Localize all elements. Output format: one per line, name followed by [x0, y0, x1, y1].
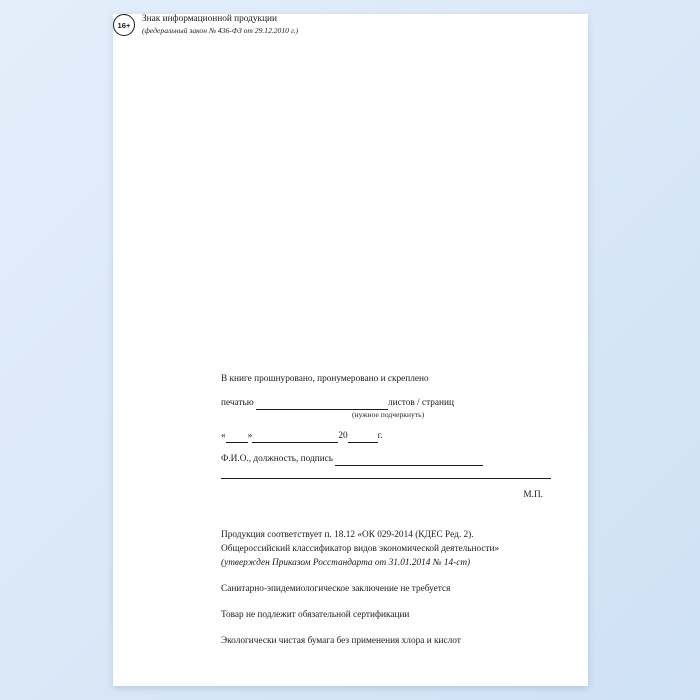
year-blank[interactable] — [348, 433, 378, 443]
sewing-statement-block — [221, 372, 551, 502]
info-mark-block — [113, 14, 588, 36]
sewing-statement-line1: В книге прошнуровано, пронумеровано и скреплено — [221, 374, 429, 384]
signature-line — [221, 452, 551, 466]
age-rating-badge: 16+ — [113, 14, 135, 36]
date-quote-open: « — [221, 431, 226, 441]
legal-line-4: Санитарно-эпидемиологическое заключение не требуется — [221, 584, 451, 594]
legal-line-2: Общероссийский классификатор видов экономической деятельности» — [221, 544, 500, 554]
underline-hint: (нужное подчеркнуть) — [352, 410, 425, 419]
date-year-suffix: г. — [377, 431, 383, 441]
info-mark-subtitle: (федеральный закон № 436-ФЗ от 29.12.2010 г.) — [142, 26, 299, 35]
document-page — [113, 14, 588, 686]
signature-blank[interactable] — [335, 456, 483, 466]
stamp-place-label: М.П. — [523, 490, 543, 500]
info-mark-texts — [142, 14, 298, 36]
month-blank[interactable] — [252, 433, 338, 443]
sewing-statement-seal-label: печатью — [221, 398, 254, 408]
signature-blank-second-row[interactable] — [221, 477, 551, 479]
legal-line-5: Товар не подлежит обязательной сертификации — [221, 610, 410, 620]
info-mark-title: Знак информационной продукции — [142, 14, 277, 24]
legal-line-3: (утвержден Приказом Росстандарта от 31.01.2014 № 14-ст) — [221, 558, 471, 568]
signature-label: Ф.И.О., должность, подпись — [221, 454, 334, 464]
date-quote-close: » — [247, 431, 253, 441]
legal-line-1: Продукция соответствует п. 18.12 «ОК 029-2014 (КДЕС Ред. 2). — [221, 530, 474, 540]
date-year-prefix: 20 — [338, 431, 348, 441]
date-line — [221, 429, 551, 443]
sewing-statement-sheets-label: листов / страниц — [388, 398, 454, 408]
legal-notice-block — [221, 528, 551, 648]
legal-line-6: Экологически чистая бумага без применения хлора и кислот — [221, 636, 461, 646]
day-blank[interactable] — [226, 433, 248, 443]
